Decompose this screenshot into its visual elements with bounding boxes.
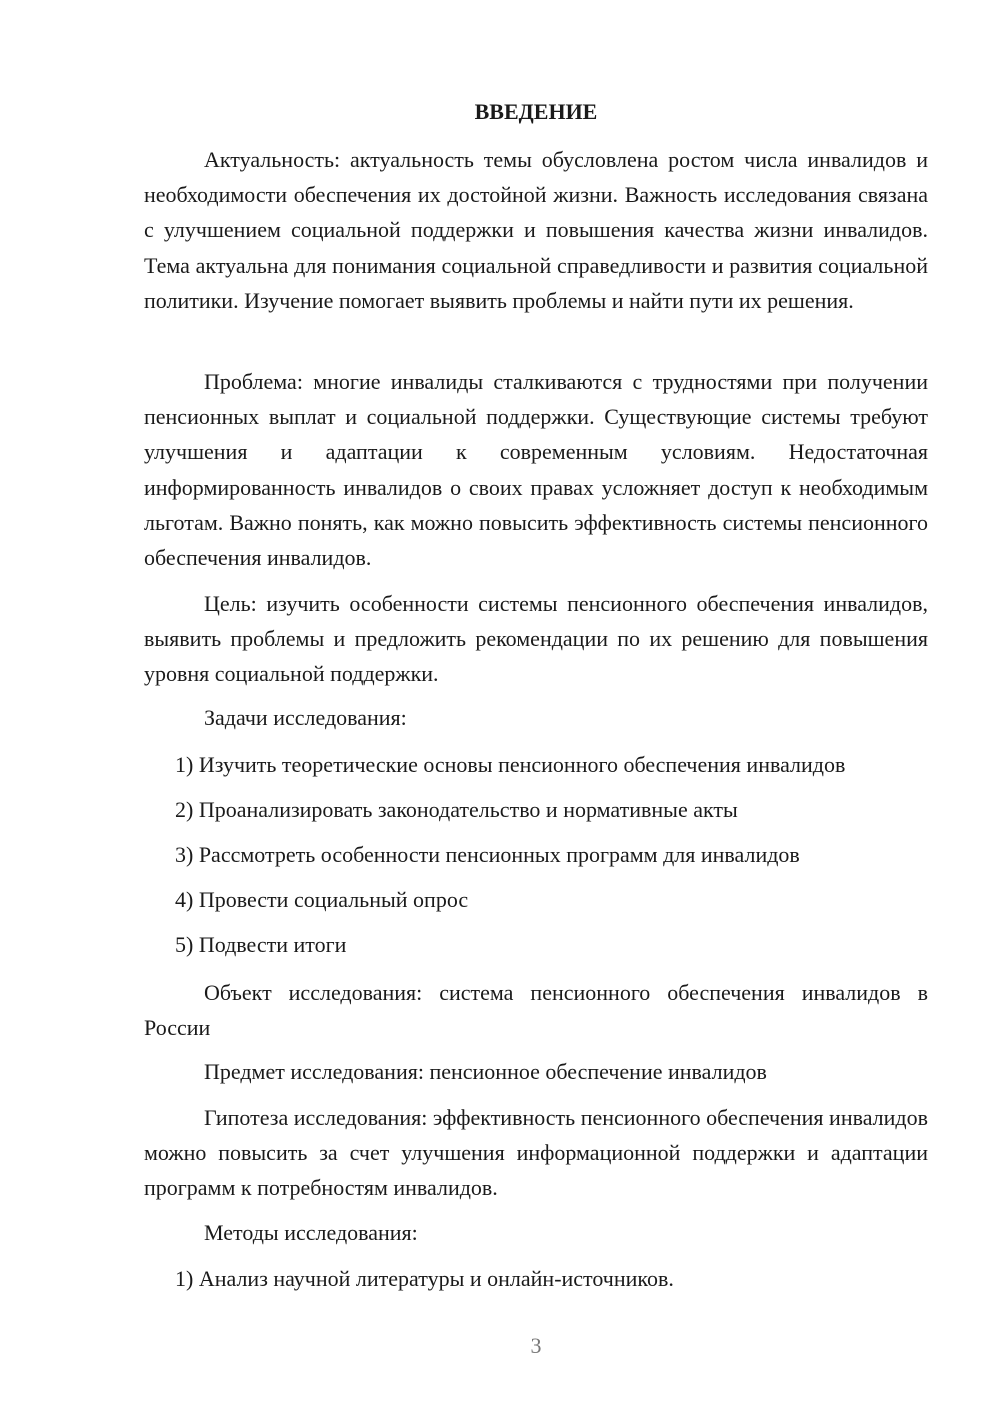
task-item: 3) Рассмотреть особенности пенсионных программ для инвалидов	[175, 842, 800, 867]
task-item: 5) Подвести итоги	[175, 932, 347, 957]
object-paragraph: Объект исследования: система пенсионного обеспечения инвалидов в России	[144, 980, 928, 1041]
page-title: ВВЕДЕНИЕ	[474, 99, 598, 124]
methods-heading: Методы исследования:	[204, 1220, 418, 1245]
hypothesis-paragraph: Гипотеза исследования: эффективность пенсионного обеспечения инвалидов можно повысить за счет улучшения информационной поддержки и адаптации программ к потребностям инвалидов.	[144, 1105, 928, 1201]
subject-paragraph: Предмет исследования: пенсионное обеспечение инвалидов	[204, 1059, 767, 1084]
method-item: 1) Анализ научной литературы и онлайн-источников.	[175, 1266, 674, 1291]
page-number: 3	[530, 1333, 542, 1358]
task-item: 2) Проанализировать законодательство и нормативные акты	[175, 797, 738, 822]
task-item: 1) Изучить теоретические основы пенсионного обеспечения инвалидов	[175, 752, 846, 777]
goal-paragraph: Цель: изучить особенности системы пенсионного обеспечения инвалидов, выявить проблемы и предложить рекомендации по их решению для повышения уровня социальной поддержки.	[144, 591, 928, 687]
task-item: 4) Провести социальный опрос	[175, 887, 469, 912]
problem-paragraph: Проблема: многие инвалиды сталкиваются с трудностями при получении пенсионных выплат и социальной поддержки. Существующие системы требуют улучшения и адаптации к современным условиям. Недостаточная информированность инвалидов о своих правах усложняет доступ к необходимым льготам. Важно понять, как можно повысить эффективность системы пенсионного обеспечения инвалидов.	[144, 369, 928, 571]
relevance-paragraph: Актуальность: актуальность темы обусловлена ростом числа инвалидов и необходимости обеспечения их достойной жизни. Важность исследования связана с улучшением социальной поддержки и повышения качества жизни инвалидов. Тема актуальна для понимания социальной справедливости и развития социальной политики. Изучение помогает выявить проблемы и найти пути их решения.	[144, 147, 928, 313]
tasks-heading: Задачи исследования:	[204, 705, 407, 730]
